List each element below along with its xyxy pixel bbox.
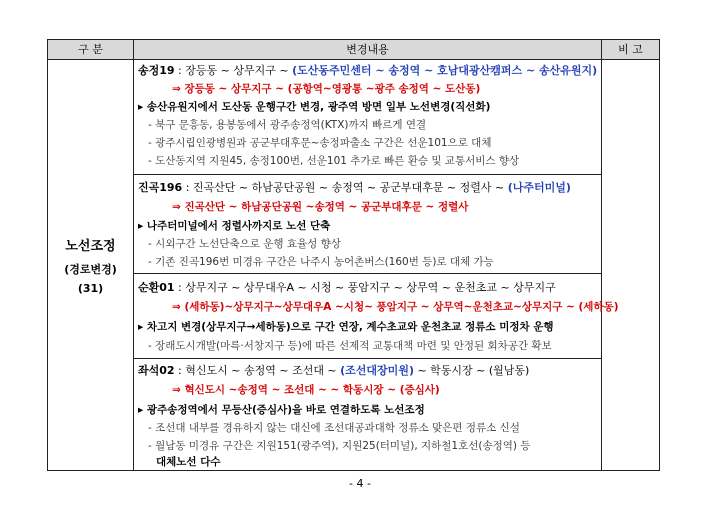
route-line xyxy=(138,364,529,378)
route-name: 좌석02 xyxy=(138,364,175,377)
change-summary: ▸ 차고지 변경(상무지구→세하동)으로 구간 연장, 계수초교와 운천초교 정류소 미정차 운행 xyxy=(138,321,554,333)
route-line xyxy=(138,181,571,195)
route-block-jwaseok02 xyxy=(134,358,601,470)
detail-item: - 조선대 내부를 경유하지 않는 대신에 조선대공과대학 정류소 맞은편 정류소 신설 xyxy=(148,422,520,434)
route-line xyxy=(138,64,597,78)
detail-item: - 장래도시개발(마륵·서창지구 등)에 따른 선제적 교통대책 마련 및 안정된 회차공간 확보 xyxy=(148,340,552,352)
changes-cell xyxy=(134,60,619,470)
category-subtitle: (경로변경) xyxy=(64,263,117,276)
category-count: (31) xyxy=(77,282,104,295)
change-table xyxy=(47,39,660,471)
table-header xyxy=(48,40,659,60)
change-summary: ▸ 나주터미널에서 정렬사까지로 노선 단축 xyxy=(138,220,331,232)
route-new-line: ⇒ 진곡산단 ~ 하남공단공원 ~송정역 ~ 공군부대후문 ~ 정렬사 xyxy=(172,201,469,213)
header-category: 구 분 xyxy=(78,43,103,56)
route-name: 순환01 xyxy=(138,281,175,294)
route-line xyxy=(138,281,556,295)
route-block-jingok196 xyxy=(134,174,601,273)
route-path: : 진곡산단 ~ 하남공단공원 ~ 송정역 ~ 공군부대후문 ~ 정렬사 ~ xyxy=(182,181,508,194)
route-path: : 상무지구 ~ 상무대우A ~ 시청 ~ 풍암지구 ~ 상무역 ~ 운천초교 ~ 상무지구 xyxy=(174,281,556,294)
change-summary: ▸ 송산유원지에서 도산동 운행구간 변경, 광주역 방면 일부 노선변경(직선화) xyxy=(138,101,491,113)
category-cell xyxy=(48,60,133,470)
route-new-line: ⇒ 장등동 ~ 상무지구 ~ (공항역~영광통 ~광주 송정역 ~ 도산동) xyxy=(172,83,481,95)
header-remarks: 비 고 xyxy=(618,43,643,56)
detail-item: - 월남동 미경유 구간은 지원151(광주역), 지원25(터미널), 지하철1호선(송정역) 등 xyxy=(148,440,531,452)
col-divider xyxy=(601,40,602,470)
route-path: : 혁신도시 ~ 송정역 ~ 조선대 ~ xyxy=(174,364,341,377)
detail-item: - 광주시립인광병원과 공군부대후문~송정파출소 구간은 선운101으로 대체 xyxy=(148,137,492,149)
route-old-segment: (도산동주민센터 ~ 송정역 ~ 호남대광산캠퍼스 ~ 송산유원지) xyxy=(292,64,598,77)
category-title: 노선조정 xyxy=(65,239,116,254)
route-new-line: ⇒ (세하동)~상무지구~상무대우A ~시청~ 풍암지구 ~ 상무역~운천초교~상무지구 ~ (세하동) xyxy=(172,301,619,313)
route-block-songjeong19 xyxy=(134,60,601,174)
detail-item: - 북구 문흥동, 용봉동에서 광주송정역(KTX)까지 빠르게 연결 xyxy=(148,119,427,131)
change-summary: ▸ 광주송정역에서 무등산(증심사)을 바로 연결하도록 노선조정 xyxy=(138,404,425,416)
route-name: 진곡196 xyxy=(138,181,183,194)
detail-item: - 도산동지역 지원45, 송정100번, 선운101 추가로 빠른 환승 및 교통서비스 향상 xyxy=(148,155,520,167)
page-number: - 4 - xyxy=(349,477,371,490)
route-path-tail: ~ 학동시장 ~ (월남동) xyxy=(413,364,530,377)
detail-item: - 시외구간 노선단축으로 운행 효율성 향상 xyxy=(148,238,341,250)
route-path: : 장등동 ~ 상무지구 ~ xyxy=(174,64,293,77)
header-changes: 변경내용 xyxy=(346,43,389,56)
route-block-sunhwan01 xyxy=(134,273,619,358)
detail-item: - 기존 진곡196번 미경유 구간은 나주시 농어촌버스(160번 등)로 대체 가능 xyxy=(148,256,494,268)
route-new-line: ⇒ 혁신도시 ~송정역 ~ 조선대 ~ ~ 학동시장 ~ (증심사) xyxy=(172,384,440,396)
route-old-segment: (나주터미널) xyxy=(507,181,571,194)
detail-item: 대체노선 다수 xyxy=(156,456,221,468)
route-old-segment: (조선대장미원) xyxy=(340,364,414,377)
route-name: 송정19 xyxy=(138,64,175,77)
